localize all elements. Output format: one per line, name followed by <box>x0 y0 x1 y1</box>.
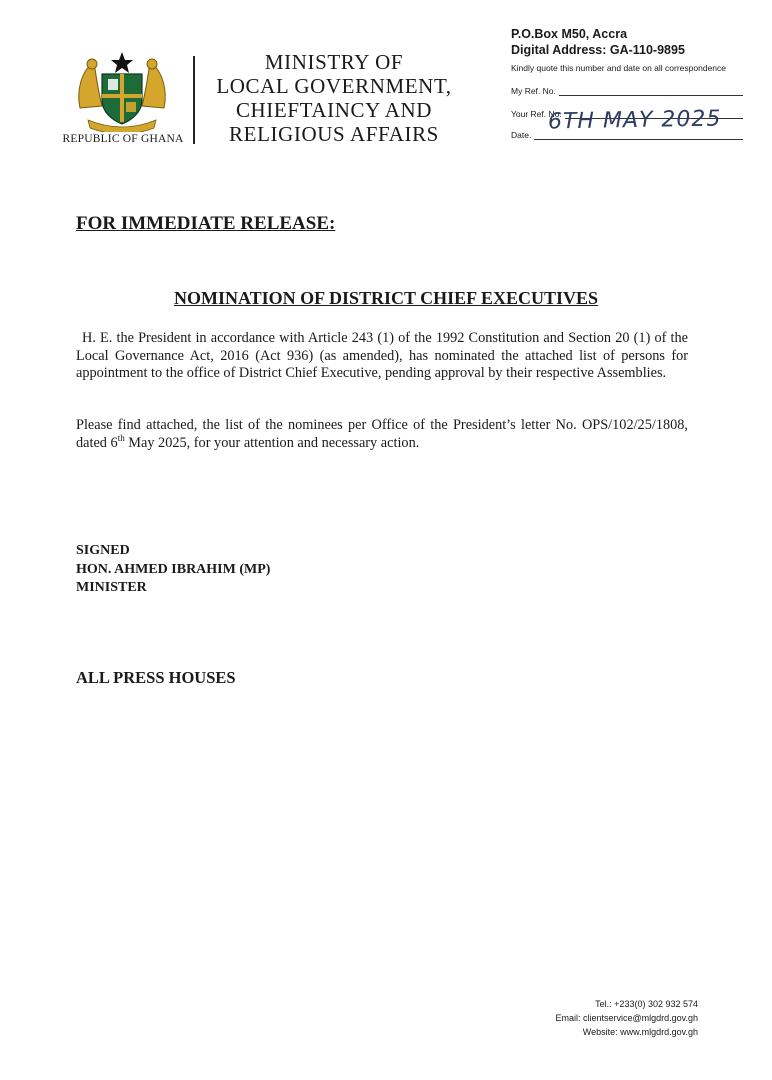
paragraph-text: Please find attached, the list of the nominees per Office of the President’s letter No. OPS/102/25/1808, dated 6 <box>76 417 688 451</box>
date-label: Date. <box>511 130 532 140</box>
ministry-line: CHIEFTAINCY AND <box>235 98 433 122</box>
digital-address: Digital Address: GA-110-9895 <box>511 43 685 57</box>
republic-label: REPUBLIC OF GHANA <box>62 133 184 145</box>
document-heading: NOMINATION OF DISTRICT CHIEF EXECUTIVES <box>173 288 599 308</box>
signatory-name: HON. AHMED IBRAHIM (MP) <box>76 561 271 577</box>
release-label: FOR IMMEDIATE RELEASE: <box>76 213 336 234</box>
website: Website: www.mlgdrd.gov.gh <box>582 1027 698 1037</box>
ministry-line: LOCAL GOVERNMENT, <box>216 74 452 98</box>
signatory-title: MINISTER <box>76 580 147 595</box>
contact-block <box>555 997 698 1039</box>
ministry-name <box>204 50 464 146</box>
paragraph-nomination: H. E. the President in accordance with Article 243 (1) of the 1992 Constitution and Section 20 (1) of the Local Governance Act, 2016 (Act 936) (as amended), has nominated the attached list of persons for appointment to the office of District Chief Executive, pending approval by their respective Assemblies. <box>76 330 688 381</box>
signed-label: SIGNED <box>76 543 130 558</box>
my-ref-label: My Ref. No. <box>511 86 556 96</box>
quote-note: Kindly quote this number and date on all correspondence <box>511 63 727 73</box>
telephone: Tel.: +233(0) 302 932 574 <box>595 999 698 1009</box>
paragraph-attachment <box>76 417 688 452</box>
email: Email: clientservice@mlgdrd.gov.gh <box>555 1013 698 1023</box>
my-ref-field <box>511 80 743 96</box>
po-box: P.O.Box M50, Accra <box>511 27 628 41</box>
letterhead-divider <box>193 56 195 144</box>
paragraph-text: May 2025, for your attention and necessary action. <box>124 434 420 451</box>
ministry-line: RELIGIOUS AFFAIRS <box>229 122 439 146</box>
ghana-coat-of-arms-icon <box>74 50 170 132</box>
recipients-label: ALL PRESS HOUSES <box>76 668 236 687</box>
ministry-line: MINISTRY OF <box>264 50 404 74</box>
my-ref-line <box>559 85 743 96</box>
address-block <box>511 26 685 58</box>
handwritten-date: 6TH MAY 2025 <box>547 106 722 135</box>
ordinal-suffix: th <box>117 432 125 443</box>
signature-block <box>76 542 270 598</box>
your-ref-label: Your Ref. No. <box>511 109 562 119</box>
